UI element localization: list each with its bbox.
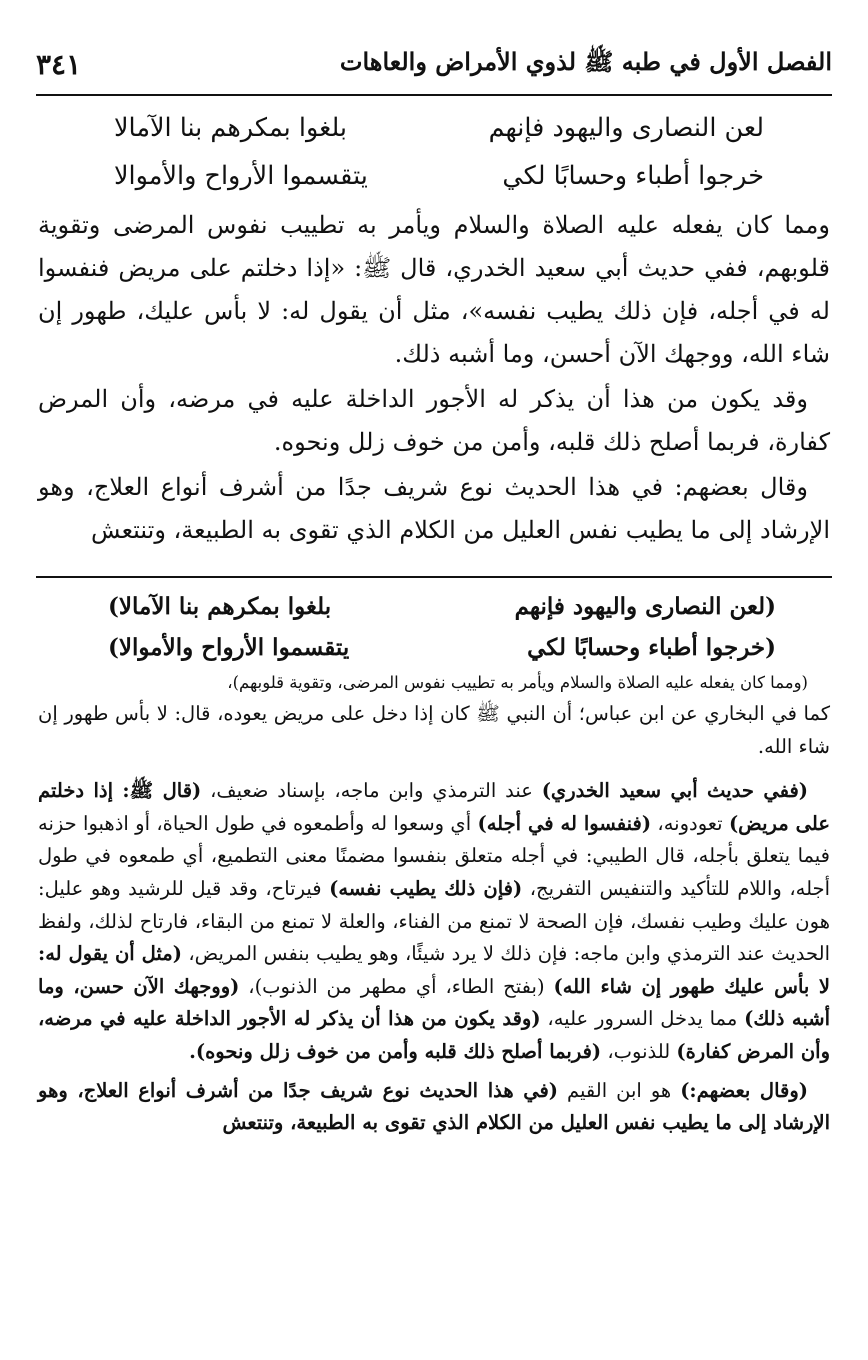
quoted-matn: (فربما أصلح ذلك قلبه وأمن من خوف زلل ونحوه). xyxy=(189,1039,602,1063)
commentary-text: هو ابن القيم xyxy=(558,1078,681,1102)
header-rule xyxy=(36,94,832,96)
commentary xyxy=(38,586,830,1140)
commentary-text: مما يدخل السرور عليه، xyxy=(540,1007,745,1031)
quoted-matn: (في هذا الحديث نوع شريف جدًا من أشرف أنواع العلاج، وهو الإرشاد إلى ما يطيب نفس العليل من الكلام الذي تقوى به الطبيعة، وتنتعش xyxy=(38,1078,830,1135)
quoted-matn: (ووجهك الآن حسن، وما أشبه ذلك) xyxy=(38,974,831,1031)
commentary-hemistich: (خرجوا أطباء وحسابًا لكي xyxy=(527,634,776,661)
main-paragraph: ومما كان يفعله عليه الصلاة والسلام ويأمر به تطييب نفوس المرضى وتقوية قلوبهم، ففي حديث أبي سعيد الخدري، قال ﷺ: «إذا دخلتم على مريض فنفسوا له في أجله، فإن ذلك يطيب نفسه»، مثل أن يقول له: لا بأس عليك، طهور إن شاء الله، ووجهك الآن أحسن، وما أشبه ذلك. xyxy=(38,211,830,368)
page-number: ٣٤١ xyxy=(36,47,82,81)
commentary-rule xyxy=(36,576,832,578)
commentary-paragraph xyxy=(38,1075,830,1140)
commentary-text: (بفتح الطاء، أي مطهر من الذنوب)، xyxy=(239,974,554,998)
main-text xyxy=(38,104,830,552)
commentary-verse xyxy=(38,627,830,668)
poem-hemistich: يتقسموا الأرواح والأموالا xyxy=(114,161,368,191)
commentary-paragraph: كما في البخاري عن ابن عباس؛ أن النبي ﷺ كان إذا دخل على مريض يعوده، قال: لا بأس طهور إن شاء الله. xyxy=(38,702,830,758)
commentary-text: فيرتاح، وقد قيل للرشيد وهو عليل: هون عليك وطيب نفسك، فإن الصحة لا تمنع من الفناء، والعلة لا تمنع من البقاء، فارتاح لذلك، ولفظ الحديث عند الترمذي وابن ماجه: فإن ذلك لا يرد شيئًا، وهو يطيب بنفس المريض، xyxy=(38,876,830,966)
quoted-matn: (وقد يكون من هذا أن يذكر له الأجور الداخلة عليه في مرضه، وأن المرض كفارة) xyxy=(38,1007,830,1063)
quoted-matn: (فإن ذلك يطيب نفسه) xyxy=(329,876,523,900)
quoted-matn: (وقال بعضهم:) xyxy=(680,1078,808,1102)
quoted-matn: (قال ﷺ: إذا دخلتم على مريض) xyxy=(38,779,830,835)
commentary-text: تعودونه، xyxy=(651,811,729,835)
commentary-quote-line: (ومما كان يفعله عليه الصلاة والسلام ويأمر به تطييب نفوس المرضى، وتقوية قلوبهم)، xyxy=(227,673,808,692)
main-paragraph: وقال بعضهم: في هذا الحديث نوع شريف جدًا من أشرف أنواع العلاج، وهو الإرشاد إلى ما يطيب نفس العليل من الكلام الذي تقوى به الطبيعة، وتنتعش xyxy=(38,473,830,544)
commentary-verse xyxy=(38,586,830,627)
poem-hemistich: لعن النصارى واليهود فإنهم xyxy=(488,113,764,143)
quoted-matn: (مثل أن يقول له: لا بأس عليك طهور إن شاء الله) xyxy=(38,942,830,998)
commentary-paragraph xyxy=(38,775,830,1068)
commentary-text: للذنوب، xyxy=(601,1039,677,1063)
commentary-hemistich: يتقسموا الأرواح والأموالا) xyxy=(108,634,350,661)
poem-verse xyxy=(38,104,830,152)
commentary-text: عند الترمذي وابن ماجه، بإسناد ضعيف، xyxy=(201,779,542,803)
poem-hemistich: بلغوا بمكرهم بنا الآمالا xyxy=(114,113,347,143)
poem-verse xyxy=(38,152,830,200)
commentary-hemistich: بلغوا بمكرهم بنا الآمالا) xyxy=(108,593,332,620)
commentary-hemistich: (لعن النصارى واليهود فإنهم xyxy=(514,593,776,620)
commentary-text: أي وسعوا له وأطمعوه في طول الحياة، أو اذهبوا حزنه فيما يتعلق بأجله، قال الطيبي: في أجله متعلق بنفسوا مضمنًا معنى التطميع، أي طمعوه في طول أجله، واللام للتأكيد والتنفيس التفريج، xyxy=(38,811,831,900)
running-title: الفصل الأول في طبه ﷺ لذوي الأمراض والعاهات xyxy=(339,46,832,76)
poem-hemistich: خرجوا أطباء وحسابًا لكي xyxy=(502,161,764,191)
quoted-matn: (ففي حديث أبي سعيد الخدري) xyxy=(541,779,808,803)
main-paragraph: وقد يكون من هذا أن يذكر له الأجور الداخلة عليه في مرضه، وأن المرض كفارة، فربما أصلح ذلك قلبه، وأمن من خوف زلل ونحوه. xyxy=(38,385,830,456)
page-header xyxy=(36,40,832,88)
quoted-matn: (فنفسوا له في أجله) xyxy=(477,811,652,835)
